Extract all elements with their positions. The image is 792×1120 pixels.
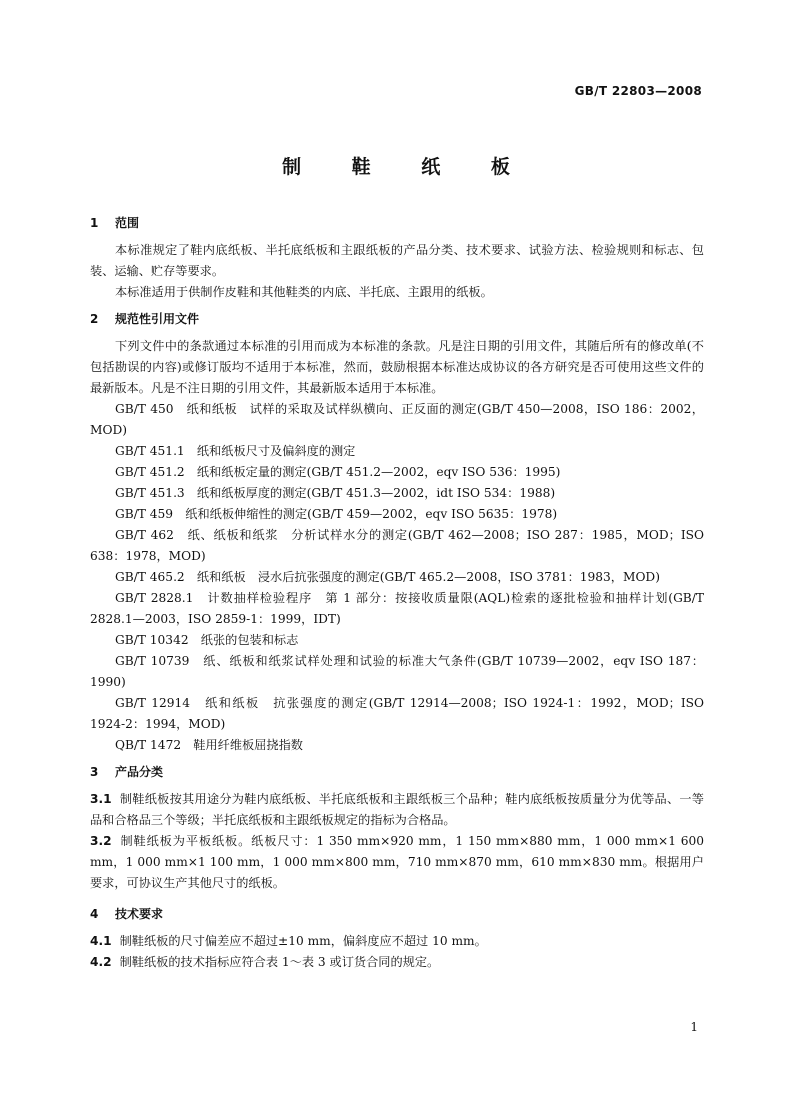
- reference-item: GB/T 451.1 纸和纸板尺寸及偏斜度的测定: [115, 444, 356, 458]
- reference-item: GB/T 451.3 纸和纸板厚度的测定(GB/T 451.3—2002，idt ISO 534：1988): [115, 486, 556, 500]
- reference-item: GB/T 450 纸和纸板 试样的采取及试样纵横向、正反面的测定(GB/T 450—2008，ISO 186：2002，MOD): [90, 402, 704, 437]
- reference-item: GB/T 10739 纸、纸板和纸浆试样处理和试验的标准大气条件(GB/T 10739—2002，eqv ISO 187：1990): [90, 654, 704, 689]
- section-title: 技术要求: [115, 907, 164, 921]
- clause: [90, 831, 704, 894]
- clause-text: 制鞋纸板的技术指标应符合表 1～表 3 或订货合同的规定。: [119, 955, 440, 969]
- paragraph: 下列文件中的条款通过本标准的引用而成为本标准的条款。凡是注日期的引用文件，其随后所有的修改单(不包括勘误的内容)或修订版均不适用于本标准，然而，鼓励根据本标准达成协议的各方研究是否可使用这些文件的最新版本。凡是不注日期的引用文件，其最新版本适用于本标准。: [90, 339, 704, 395]
- page-number: 1: [690, 1020, 698, 1034]
- clause: [90, 952, 704, 973]
- clause-number: 4.2: [90, 955, 112, 969]
- document-body: [90, 213, 704, 973]
- clause: [90, 931, 704, 952]
- clause-text: 制鞋纸板的尺寸偏差应不超过±10 mm，偏斜度应不超过 10 mm。: [119, 934, 487, 948]
- paragraph: 本标准适用于供制作皮鞋和其他鞋类的内底、半托底、主跟用的纸板。: [115, 285, 493, 299]
- reference-item: GB/T 10342 纸张的包装和标志: [115, 633, 299, 647]
- reference-item: GB/T 2828.1 计数抽样检验程序 第 1 部分：按接收质量限(AQL)检索的逐批检验和抽样计划(GB/T 2828.1—2003，ISO 2859-1：1999，IDT): [90, 591, 704, 626]
- section-title: 产品分类: [115, 765, 164, 779]
- paragraph: 本标准规定了鞋内底纸板、半托底纸板和主跟纸板的产品分类、技术要求、试验方法、检验规则和标志、包装、运输、贮存等要求。: [90, 243, 704, 278]
- reference-item: GB/T 459 纸和纸板伸缩性的测定(GB/T 459—2002，eqv ISO 5635：1978): [115, 507, 558, 521]
- section-title: 规范性引用文件: [115, 312, 200, 326]
- clause-text: 制鞋纸板为平板纸板。纸板尺寸：1 350 mm×920 mm，1 150 mm×880 mm，1 000 mm×1 600 mm，1 000 mm×1 100 mm，1 000 mm×800 mm，710 mm×870 mm，610 mm×830 mm。根据用户要求，可协议生产其他尺寸的纸板。: [90, 834, 704, 890]
- reference-item: QB/T 1472 鞋用纤维板屈挠指数: [115, 738, 303, 752]
- standard-code: GB/T 22803—2008: [574, 84, 702, 98]
- section-number: 3: [90, 765, 99, 779]
- clause-number: 3.2: [90, 834, 112, 848]
- clause-text: 制鞋纸板按其用途分为鞋内底纸板、半托底纸板和主跟纸板三个品种；鞋内底纸板按质量分为优等品、一等品和合格品三个等级；半托底纸板和主跟纸板规定的指标为合格品。: [90, 792, 704, 827]
- section-3-heading: [90, 762, 704, 783]
- section-2-heading: [90, 309, 704, 330]
- reference-item: GB/T 12914 纸和纸板 抗张强度的测定(GB/T 12914—2008；ISO 1924-1：1992，MOD；ISO 1924-2：1994，MOD): [90, 696, 704, 731]
- reference-item: GB/T 462 纸、纸板和纸浆 分析试样水分的测定(GB/T 462—2008；ISO 287：1985，MOD；ISO 638：1978，MOD): [90, 528, 704, 563]
- section-title: 范围: [115, 216, 140, 230]
- section-number: 1: [90, 216, 99, 230]
- clause-number: 3.1: [90, 792, 112, 806]
- reference-item: GB/T 465.2 纸和纸板 浸水后抗张强度的测定(GB/T 465.2—2008，ISO 3781：1983，MOD): [115, 570, 660, 584]
- section-1-heading: [90, 213, 704, 234]
- section-number: 2: [90, 312, 99, 326]
- clause: [90, 789, 704, 831]
- section-4-heading: [90, 904, 704, 925]
- document-title: 制 鞋 纸 板: [282, 156, 532, 178]
- clause-number: 4.1: [90, 934, 112, 948]
- section-number: 4: [90, 907, 99, 921]
- reference-item: GB/T 451.2 纸和纸板定量的测定(GB/T 451.2—2002，eqv ISO 536：1995): [115, 465, 561, 479]
